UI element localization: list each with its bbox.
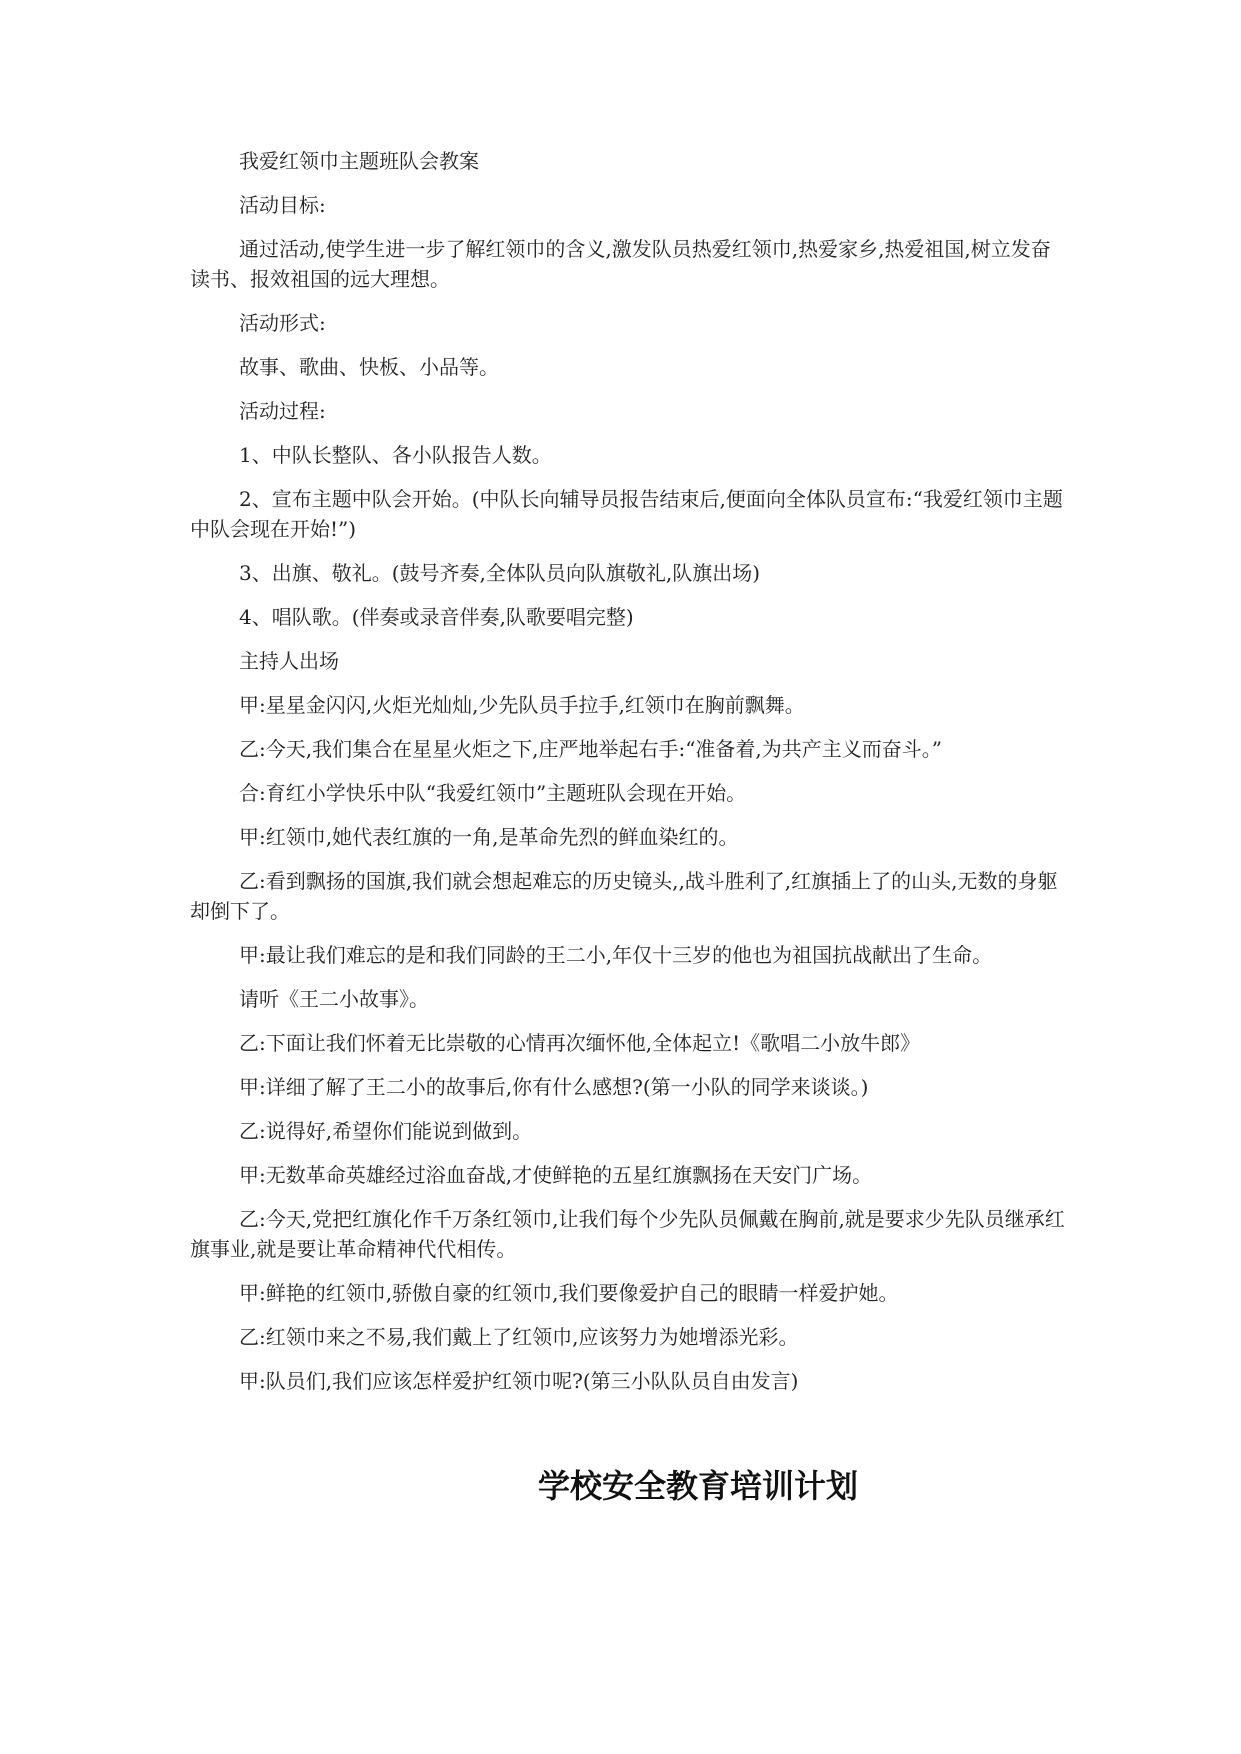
dialogue-line: 乙:下面让我们怀着无比崇敬的心情再次缅怀他,全体起立!《歌唱二小放牛郎》 [239,1031,921,1055]
paragraph-format: 故事、歌曲、快板、小品等。 [239,355,499,379]
dialogue-line: 甲:星星金闪闪,火炬光灿灿,少先队员手拉手,红领巾在胸前飘舞。 [239,693,805,717]
dialogue-line: 乙:红领巾来之不易,我们戴上了红领巾,应该努力为她增添光彩。 [239,1325,799,1349]
host-entrance: 主持人出场 [239,649,339,673]
process-step: 3、出旗、敬礼。(鼓号齐奏,全体队员向队旗敬礼,队旗出场) [239,561,761,585]
dialogue-line: 甲:最让我们难忘的是和我们同龄的王二小,年仅十三岁的他也为祖国抗战献出了生命。 [239,943,993,967]
section-heading-goals: 活动目标: [239,193,326,217]
dialogue-line: 甲:鲜艳的红领巾,骄傲自豪的红领巾,我们要像爱护自己的眼睛一样爱护她。 [239,1281,899,1305]
paragraph-goals: 通过活动,使学生进一步了解红领巾的含义,激发队员热爱红领巾,热爱家乡,热爱祖国,树立发奋读书、报效祖国的远大理想。 [190,237,1051,291]
dialogue-line: 请听《王二小故事》。 [239,987,429,1011]
dialogue-line: 合:育红小学快乐中队“我爱红领巾”主题班队会现在开始。 [239,781,747,805]
section-heading-format: 活动形式: [239,311,326,335]
dialogue-line: 甲:无数革命英雄经过浴血奋战,才使鲜艳的五星红旗飘扬在天安门广场。 [239,1163,873,1187]
document-body [190,146,1070,1410]
lesson-plan-title: 我爱红领巾主题班队会教案 [239,149,479,173]
process-step: 4、唱队歌。(伴奏或录音伴奏,队歌要唱完整) [239,605,634,629]
process-step: 2、宣布主题中队会开始。(中队长向辅导员报告结束后,便面向全体队员宣布:“我爱红领巾主题中队会现在开始!”) [190,487,1063,541]
section-heading-process: 活动过程: [239,399,326,423]
section-title: 学校安全教育培训计划 [537,1467,858,1505]
dialogue-line: 甲:红领巾,她代表红旗的一角,是革命先烈的鲜血染红的。 [239,825,739,849]
dialogue-line: 乙:看到飘扬的国旗,我们就会想起难忘的历史镜头,,战斗胜利了,红旗插上了的山头,无数的身躯却倒下了。 [190,869,1058,923]
dialogue-line: 甲:队员们,我们应该怎样爱护红领巾呢?(第三小队队员自由发言) [239,1369,799,1393]
dialogue-line: 乙:今天,党把红旗化作千万条红领巾,让我们每个少先队员佩戴在胸前,就是要求少先队员继承红旗事业,就是要让革命精神代代相传。 [190,1207,1065,1261]
process-step: 1、中队长整队、各小队报告人数。 [239,443,552,467]
dialogue-line: 乙:今天,我们集合在星星火炬之下,庄严地举起右手:“准备着,为共产主义而奋斗。” [239,737,942,761]
dialogue-line: 甲:详细了解了王二小的故事后,你有什么感想?(第一小队的同学来谈谈。) [239,1075,869,1099]
dialogue-line: 乙:说得好,希望你们能说到做到。 [239,1119,533,1143]
